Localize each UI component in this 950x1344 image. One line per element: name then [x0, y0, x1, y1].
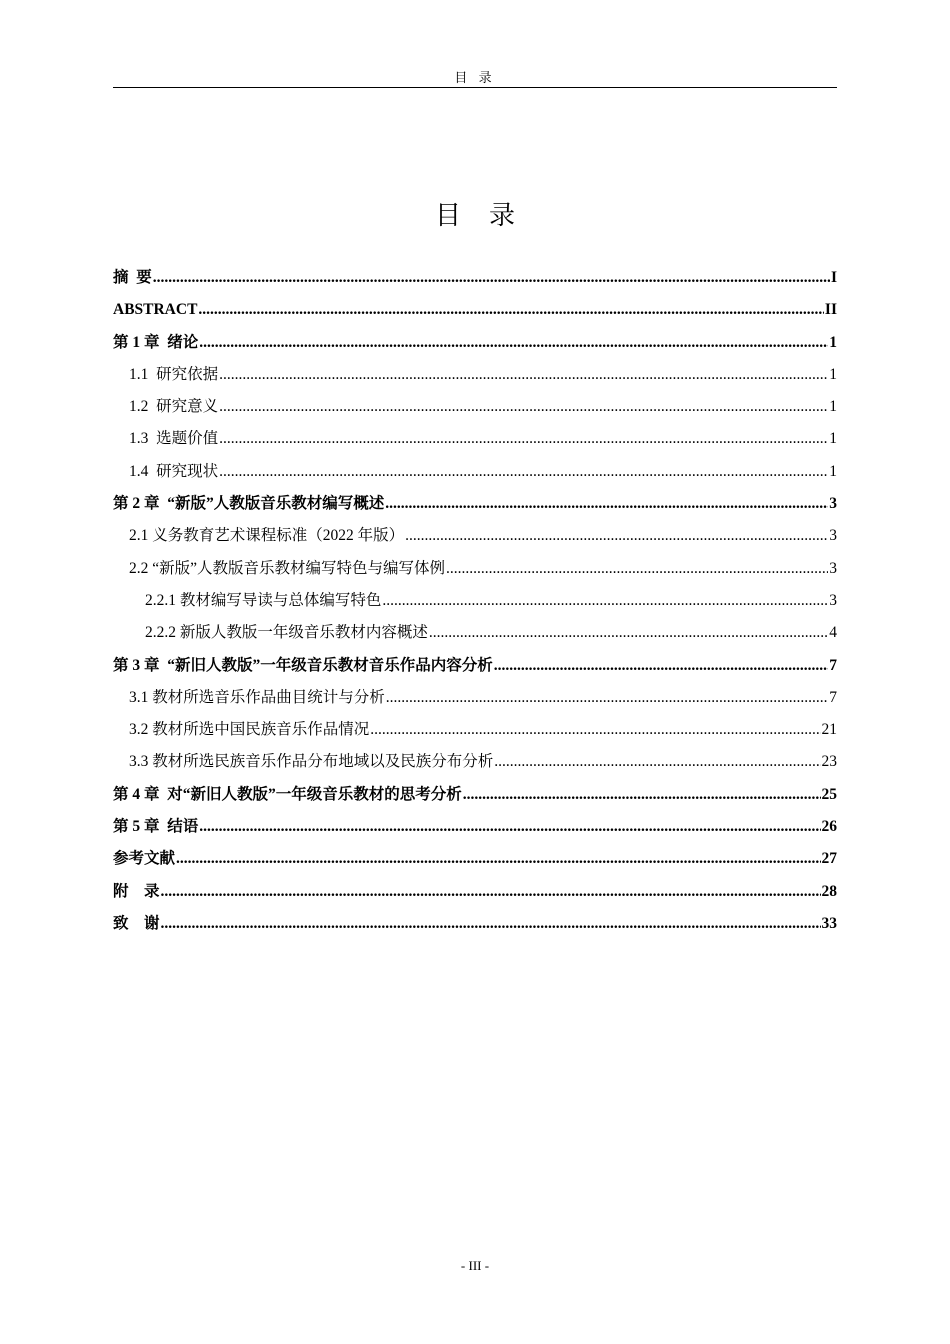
toc-entry[interactable]	[113, 617, 837, 649]
toc-dot-leader	[199, 811, 820, 843]
toc-dot-leader	[176, 843, 820, 875]
toc-dot-leader	[382, 585, 828, 617]
toc-entry[interactable]	[113, 714, 837, 746]
toc-dot-leader	[219, 423, 828, 455]
toc-entry-label: 参考文献	[113, 850, 176, 868]
toc-entry-page: 33	[821, 914, 837, 932]
toc-entry[interactable]	[113, 746, 837, 778]
toc-entry-page: 21	[821, 721, 837, 739]
toc-entry[interactable]	[113, 327, 837, 359]
toc-entry-page: 3	[829, 591, 837, 609]
toc-dot-leader	[161, 908, 821, 940]
page-number: - III -	[460, 1258, 490, 1273]
toc-dot-leader	[219, 391, 828, 423]
toc-entry[interactable]	[113, 391, 837, 423]
toc-entry-page: 1	[829, 462, 837, 480]
toc-entry-label: 第 2 章 “新版”人教版音乐教材编写概述	[113, 495, 385, 513]
toc-dot-leader	[219, 456, 828, 488]
toc-entry[interactable]	[113, 876, 837, 908]
toc-dot-leader	[198, 294, 824, 326]
toc-entry-page: 7	[829, 688, 837, 706]
toc-dot-leader	[199, 327, 828, 359]
toc-entry-page: 25	[821, 785, 837, 803]
toc-entry-label: 第 5 章 结语	[113, 818, 199, 836]
toc-entry-label: 第 4 章 对“新旧人教版”一年级音乐教材的思考分析	[113, 785, 462, 803]
toc-entry-page: 1	[829, 365, 837, 383]
toc-entry-label: 2.2 “新版”人教版音乐教材编写特色与编写体例	[129, 559, 446, 577]
toc-entry-page: 28	[821, 882, 837, 900]
toc-entry-label: 2.2.1 教材编写导读与总体编写特色	[145, 591, 382, 609]
toc-entry-label: 2.1 义务教育艺术课程标准（2022 年版）	[129, 527, 405, 545]
running-header: 目 录	[454, 70, 496, 85]
toc-entry[interactable]	[113, 908, 837, 940]
toc-entry-label: 2.2.2 新版人教版一年级音乐教材内容概述	[145, 624, 428, 642]
toc-dot-leader	[405, 520, 828, 552]
toc-entry[interactable]	[113, 456, 837, 488]
toc-entry-label: 1.3 选题价值	[129, 430, 219, 448]
toc-dot-leader	[494, 746, 820, 778]
toc-entry[interactable]	[113, 423, 837, 455]
toc-entry-label: 1.2 研究意义	[129, 398, 219, 416]
toc-entry[interactable]	[113, 779, 837, 811]
toc-dot-leader	[161, 876, 821, 908]
toc-entry[interactable]	[113, 682, 837, 714]
header-rule	[113, 87, 837, 88]
toc-dot-leader	[494, 650, 828, 682]
toc-entry[interactable]	[113, 843, 837, 875]
toc-dot-leader	[446, 553, 828, 585]
toc-entry-label: 摘 要	[113, 269, 152, 286]
toc-entry[interactable]	[113, 488, 837, 520]
toc-entry-page: 27	[821, 850, 837, 868]
toc-entry[interactable]	[113, 294, 837, 326]
table-of-contents	[113, 262, 837, 940]
toc-entry-label: 1.1 研究依据	[129, 365, 219, 383]
toc-entry-label: 第 3 章 “新旧人教版”一年级音乐教材音乐作品内容分析	[113, 656, 493, 674]
toc-entry-page: 1	[829, 333, 837, 351]
toc-entry-page: 7	[829, 656, 837, 674]
toc-entry-label: 3.3 教材所选民族音乐作品分布地域以及民族分布分析	[129, 753, 494, 771]
toc-dot-leader	[429, 617, 828, 649]
toc-entry-page: 3	[829, 527, 837, 545]
toc-dot-leader	[153, 262, 830, 294]
toc-entry[interactable]	[113, 359, 837, 391]
toc-entry-label: 附 录	[113, 882, 160, 900]
toc-entry-page: 3	[829, 495, 837, 513]
toc-entry-page: 4	[829, 624, 837, 642]
toc-entry-label: ABSTRACT	[113, 301, 198, 319]
toc-entry[interactable]	[113, 553, 837, 585]
toc-entry-page: 26	[821, 818, 837, 836]
toc-dot-leader	[219, 359, 828, 391]
toc-dot-leader	[463, 779, 821, 811]
toc-entry[interactable]	[113, 585, 837, 617]
toc-entry-label: 致 谢	[113, 914, 160, 932]
toc-entry-page: 1	[829, 398, 837, 416]
toc-entry-page: 3	[829, 559, 837, 577]
toc-entry-label: 3.1 教材所选音乐作品曲目统计与分析	[129, 688, 385, 706]
toc-dot-leader	[386, 682, 828, 714]
toc-entry-label: 1.4 研究现状	[129, 462, 219, 480]
toc-dot-leader	[385, 488, 828, 520]
toc-entry-label: 3.2 教材所选中国民族音乐作品情况	[129, 721, 370, 739]
toc-dot-leader	[370, 714, 820, 746]
toc-entry-page: 23	[821, 753, 837, 771]
toc-entry-page: I	[830, 269, 837, 286]
page-title: 目录	[434, 201, 543, 230]
toc-entry[interactable]	[113, 811, 837, 843]
toc-entry[interactable]	[113, 520, 837, 552]
toc-entry[interactable]	[113, 650, 837, 682]
toc-entry-label: 第 1 章 绪论	[113, 333, 199, 351]
toc-entry[interactable]	[113, 262, 837, 294]
toc-entry-page: II	[824, 301, 837, 319]
toc-entry-page: 1	[829, 430, 837, 448]
